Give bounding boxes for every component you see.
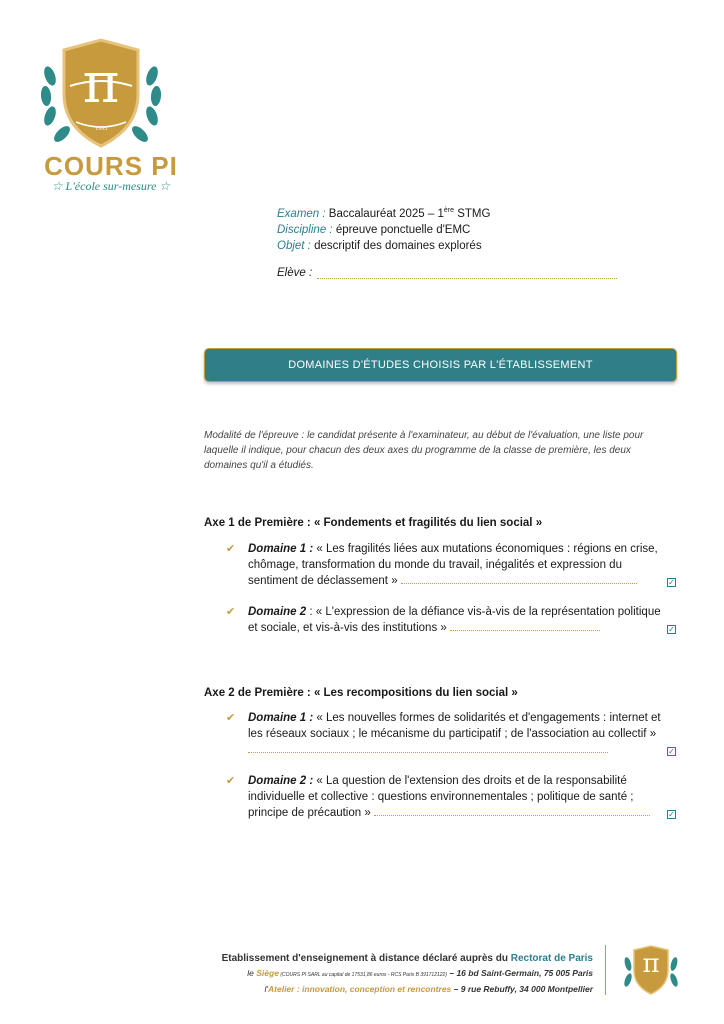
footer-line1-prefix: Etablissement d'enseignement à distance déclaré auprès du	[221, 953, 511, 964]
dotted-leader	[374, 806, 650, 816]
exam-line	[277, 203, 490, 222]
checkmark-icon: ✔	[226, 606, 236, 618]
footer-atelier-address: – 9 rue Rebuffy, 34 000 Montpellier	[451, 984, 593, 994]
eleve-label: Elève :	[277, 267, 313, 279]
checkmark-icon: ✔	[226, 712, 236, 724]
footer-atelier-desc: : innovation, conception et rencontres	[294, 984, 452, 994]
eleve-fill-line[interactable]	[317, 267, 617, 279]
logo-tagline: ☆ L'école sur-mesure ☆	[51, 179, 171, 193]
section-banner: DOMAINES D'ÉTUDES CHOISIS PAR L'ÉTABLISSEMENT	[204, 348, 677, 382]
footer-l: l'	[264, 984, 269, 994]
dotted-leader	[401, 574, 637, 584]
footer-divider	[605, 945, 606, 995]
objet-label: Objet :	[277, 239, 311, 252]
footer-line-3	[180, 982, 593, 996]
footer-rectorat-link: Rectorat de Paris	[510, 953, 593, 964]
exam-suffix: STMG	[454, 207, 491, 220]
footer-siege-legal: (COURS PI SARL au capital de 17531,86 euros - RCS Paris B 391712122)	[278, 972, 447, 978]
domain-label: Domaine 2 :	[248, 775, 314, 787]
logo-year: 1995	[95, 126, 107, 132]
exam-value: Baccalauréat 2025 – 1	[328, 207, 444, 220]
document-meta	[277, 203, 490, 254]
footer-atelier: Atelier	[268, 984, 295, 994]
discipline-value: épreuve ponctuelle d'EMC	[335, 223, 471, 236]
discipline-label: Discipline :	[277, 223, 333, 236]
footer	[180, 952, 593, 996]
dotted-leader	[248, 743, 608, 753]
exam-label: Examen :	[277, 207, 326, 220]
logo-name: COURS PI	[44, 151, 178, 181]
checked-box-icon[interactable]: ✓	[668, 810, 675, 819]
eleve-field	[277, 267, 617, 279]
checked-box-icon[interactable]: ✓	[668, 578, 675, 587]
modalite-text: Modalité de l'épreuve : le candidat présente à l'examinateur, au début de l'évaluation, une liste pour laquelle il indique, pour chacun des deux axes du programme de la classe de première, les deux domaines qu'il a étudiés.	[204, 430, 644, 471]
domain-text: « La question de l'extension des droits et de la responsabilité individuelle et collective : questions environnementales ; politique de santé ; principe de précaution »	[248, 775, 634, 819]
axe-2-title: Axe 2 de Première : « Les recompositions du lien social »	[204, 687, 518, 699]
dotted-leader	[450, 621, 600, 631]
axe-1-domain-2	[226, 604, 678, 636]
domain-text: : « L'expression de la défiance vis-à-vis de la représentation politique et sociale, et vis-à-vis des institutions »	[248, 606, 661, 634]
pi-symbol: π	[82, 51, 120, 116]
domain-label: Domaine 2	[248, 606, 307, 618]
axe-2-domain-2	[226, 773, 678, 821]
domain-label: Domaine 1 :	[248, 543, 314, 555]
footer-siege: Siège	[256, 968, 279, 978]
domain-text: « Les fragilités liées aux mutations économiques : régions en crise, chômage, transformation du monde du travail, inégalités et expression du sentiment de déclassement »	[248, 543, 658, 587]
checked-box-icon[interactable]: ✓	[668, 747, 675, 756]
checked-box-icon[interactable]: ✓	[668, 625, 675, 634]
objet-line	[277, 238, 490, 254]
axe-1-title: Axe 1 de Première : « Fondements et fragilités du lien social »	[204, 517, 543, 529]
objet-value: descriptif des domaines explorés	[314, 239, 482, 252]
cours-pi-logo	[36, 36, 186, 196]
domain-label: Domaine 1 :	[248, 712, 314, 724]
checkmark-icon: ✔	[226, 543, 236, 555]
axe-1-domain-1	[226, 541, 678, 589]
exam-sup: ère	[443, 207, 454, 214]
discipline-line	[277, 222, 490, 238]
pi-symbol-small: π	[642, 949, 660, 979]
checkmark-icon: ✔	[226, 775, 236, 787]
axe-2-domain-1	[226, 710, 678, 758]
footer-line-1	[180, 952, 593, 966]
footer-siege-address: – 16 bd Saint-Germain, 75 005 Paris	[447, 968, 593, 978]
footer-logo	[620, 944, 682, 996]
domain-text: « Les nouvelles formes de solidarités et d'engagements : internet et les réseaux sociaux ; le mécanisme du participatif ; de l'association au collectif »	[248, 712, 661, 740]
footer-line-2	[180, 966, 593, 982]
footer-le: le	[247, 968, 257, 978]
